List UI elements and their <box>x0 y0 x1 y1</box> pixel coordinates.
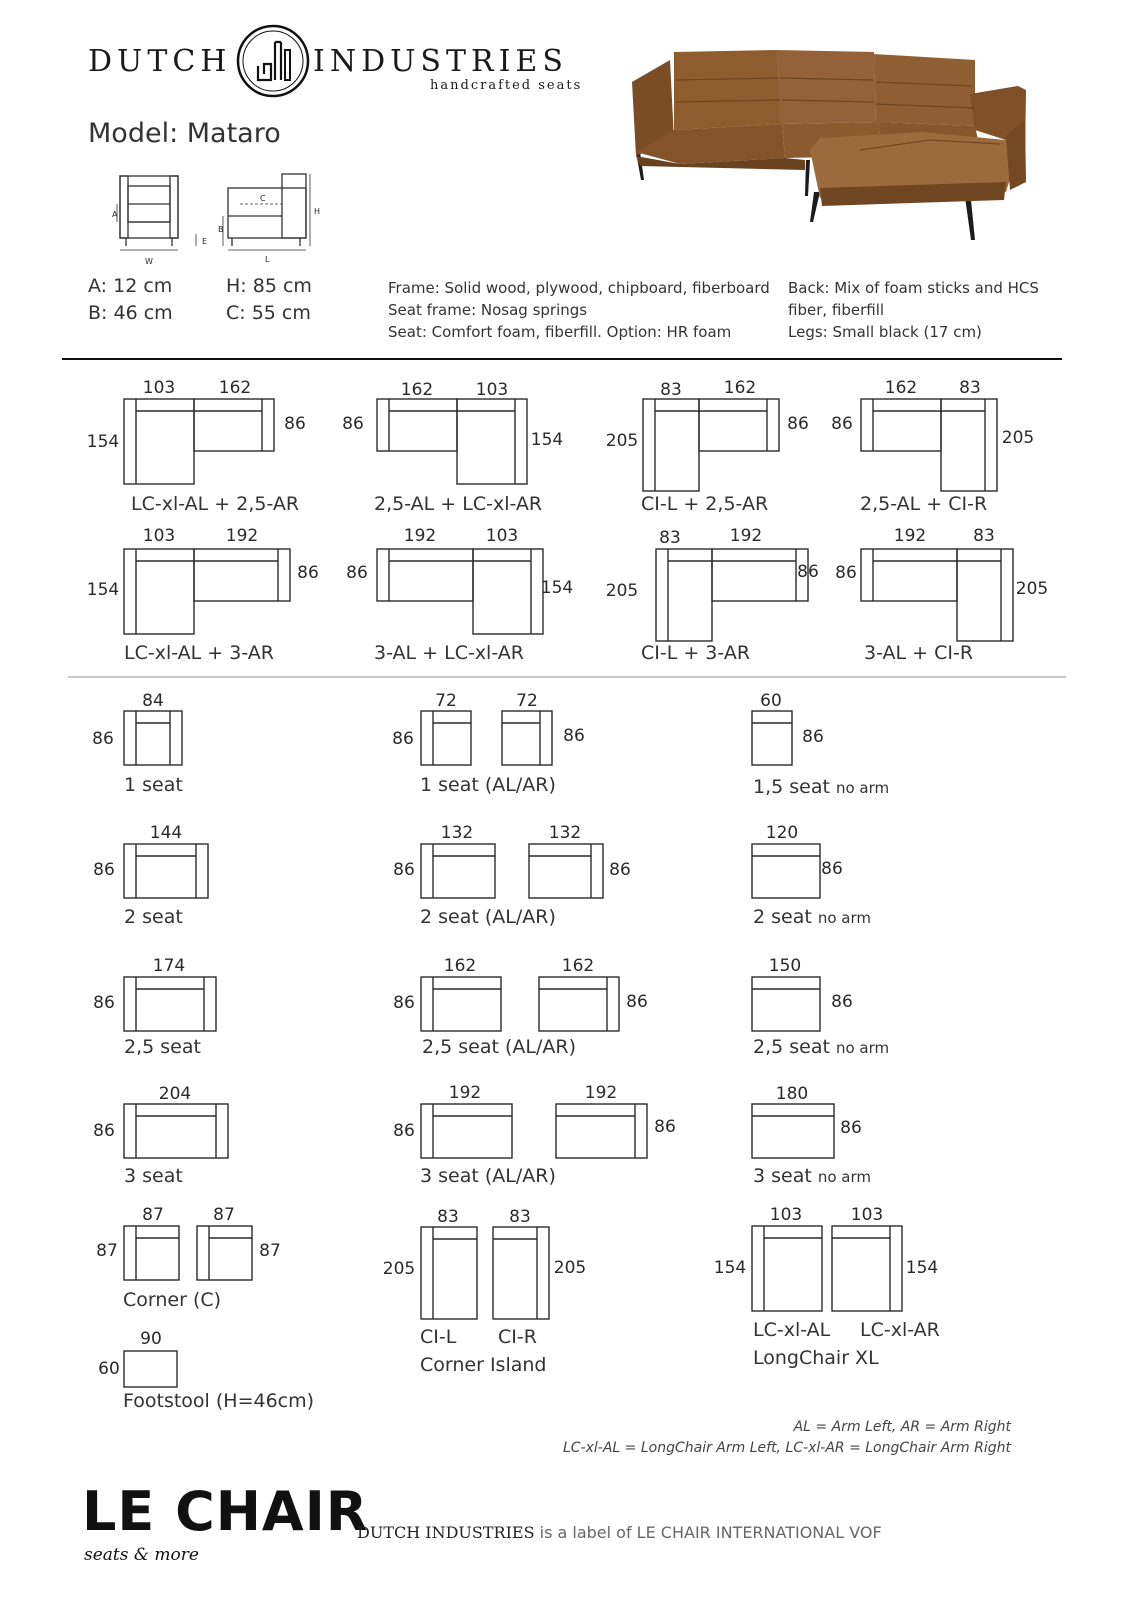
diagram-letter-l: L <box>265 255 270 264</box>
config-label-3: CI-L + 2,5-AR <box>641 493 769 515</box>
dimension-label: 154 <box>713 1258 747 1278</box>
spec-seat-frame: Seat frame: Nosag springs <box>388 301 588 319</box>
legend-line-1: AL = Arm Left, AR = Arm Right <box>793 1419 1011 1435</box>
label-corner: Corner (C) <box>123 1289 222 1311</box>
config-label-4: 2,5-AL + CI-R <box>860 493 988 515</box>
dim-a: A: 12 cm <box>88 275 173 297</box>
dimension-label: 205 <box>553 1258 587 1278</box>
label-25-seat-alar: 2,5 seat (AL/AR) <box>422 1036 576 1058</box>
label-corner-island: Corner Island <box>420 1354 547 1376</box>
dimension-label: 86 <box>392 729 414 749</box>
seat-module-no-arm <box>752 844 820 898</box>
seat-module-arm-left <box>421 1104 512 1158</box>
dimension-label: 205 <box>605 581 639 601</box>
longchair-right <box>457 399 527 484</box>
dimension-label: 132 <box>548 823 582 843</box>
config-label-2: 2,5-AL + LC-xl-AR <box>374 493 543 515</box>
dim-b: B: 46 cm <box>88 302 173 324</box>
spec-legs: Legs: Small black (17 cm) <box>788 323 982 341</box>
label-2-seat-alar: 2 seat (AL/AR) <box>420 906 556 928</box>
dimension-label: 86 <box>393 860 415 880</box>
dimension-label: 162 <box>723 378 757 398</box>
label-1-seat-alar: 1 seat (AL/AR) <box>420 774 556 796</box>
legend-line-2: LC-xl-AL = LongChair Arm Left, LC-xl-AR = LongChair Arm Right <box>563 1440 1011 1456</box>
dimension-label: 162 <box>400 380 434 400</box>
label-1-seat: 1 seat <box>124 774 183 796</box>
dimension-label: 83 <box>973 526 995 546</box>
dimension-label: 86 <box>346 563 368 583</box>
corner-island-right <box>493 1227 549 1319</box>
corner-island-right <box>957 549 1013 641</box>
dimension-label: 192 <box>893 526 927 546</box>
dimension-label: 192 <box>448 1083 482 1103</box>
brand-right: INDUSTRIES <box>313 44 568 79</box>
dimension-label: 205 <box>1015 579 1049 599</box>
dimension-label: 72 <box>435 691 457 711</box>
label-lc-ar: LC-xl-AR <box>860 1319 940 1341</box>
dimension-label: 205 <box>382 1259 416 1279</box>
label-25-seat: 2,5 seat <box>124 1036 201 1058</box>
dimension-label: 86 <box>563 726 585 746</box>
dimension-label: 192 <box>729 526 763 546</box>
dimension-label: 162 <box>218 378 252 398</box>
footstool <box>124 1351 177 1387</box>
dimension-label: 87 <box>213 1205 235 1225</box>
dimension-label: 86 <box>831 414 853 434</box>
dimension-label: 86 <box>802 727 824 747</box>
dimension-label: 86 <box>342 414 364 434</box>
dimension-label: 86 <box>654 1117 676 1137</box>
label-ci-r: CI-R <box>498 1326 537 1348</box>
dimension-label: 174 <box>152 956 186 976</box>
dimension-label: 205 <box>1001 428 1035 448</box>
corner-island-left <box>643 399 699 491</box>
dimension-label: 86 <box>92 729 114 749</box>
label-15-seat-noarm: 1,5 seat no arm <box>753 776 890 798</box>
longchair-left <box>124 549 194 634</box>
dimension-label: 162 <box>884 378 918 398</box>
spec-back-1: Back: Mix of foam sticks and HCS <box>788 279 1039 297</box>
config-label-8: 3-AL + CI-R <box>864 642 974 664</box>
dimension-label: 204 <box>158 1084 192 1104</box>
dimension-label: 87 <box>142 1205 164 1225</box>
corner-island-left <box>421 1227 477 1319</box>
spec-back-2: fiber, fiberfill <box>788 301 885 319</box>
longchair-left <box>124 399 194 484</box>
dimension-label: 86 <box>626 992 648 1012</box>
dimension-label: 154 <box>905 1258 939 1278</box>
footer-suffix: is a label of LE CHAIR INTERNATIONAL VOF <box>534 1523 882 1542</box>
dimension-label: 103 <box>142 526 176 546</box>
dim-c: C: 55 cm <box>226 302 311 324</box>
dimension-label: 86 <box>787 414 809 434</box>
dimension-label: 86 <box>93 860 115 880</box>
seat-module <box>124 977 216 1031</box>
dimension-label: 84 <box>142 691 164 711</box>
dimension-label: 132 <box>440 823 474 843</box>
config-label-1: LC-xl-AL + 2,5-AR <box>131 493 300 515</box>
seat-module-no-arm <box>752 711 792 765</box>
brand-left: DUTCH <box>88 44 232 79</box>
footer-brand: DUTCH INDUSTRIES <box>357 1523 535 1542</box>
dimension-label: 90 <box>140 1329 162 1349</box>
lechair-logo: LE CHAIR <box>82 1480 369 1543</box>
seat-module-no-arm <box>752 977 820 1031</box>
diagram-letter-w: W <box>145 257 153 266</box>
dimension-label: 60 <box>98 1359 120 1379</box>
dimension-label: 192 <box>584 1083 618 1103</box>
dimension-label: 120 <box>765 823 799 843</box>
dimension-label: 192 <box>225 526 259 546</box>
dimension-label: 144 <box>149 823 183 843</box>
dimension-label: 86 <box>835 563 857 583</box>
dimension-label: 154 <box>540 578 574 598</box>
label-footstool: Footstool (H=46cm) <box>123 1390 315 1412</box>
dim-h: H: 85 cm <box>226 275 312 297</box>
longchair-left <box>752 1226 822 1311</box>
lechair-logo-sub: seats & more <box>84 1545 199 1565</box>
dimension-label: 86 <box>797 562 819 582</box>
dimension-label: 103 <box>769 1205 803 1225</box>
dimension-label: 205 <box>605 431 639 451</box>
dimension-label: 154 <box>86 580 120 600</box>
dimension-label: 87 <box>96 1241 118 1261</box>
longchair-right <box>832 1226 902 1311</box>
dimension-label: 87 <box>259 1241 281 1261</box>
label-ci-l: CI-L <box>420 1326 457 1348</box>
dimension-label: 86 <box>821 859 843 879</box>
config-label-5: LC-xl-AL + 3-AR <box>124 642 274 664</box>
dimension-label: 162 <box>443 956 477 976</box>
spec-frame: Frame: Solid wood, plywood, chipboard, fiberboard <box>388 279 770 297</box>
diagram-letter-c: C <box>260 194 266 203</box>
corner-module <box>124 1226 179 1280</box>
dimension-label: 86 <box>297 563 319 583</box>
dimension-label: 192 <box>403 526 437 546</box>
model-title: Model: Mataro <box>88 118 281 149</box>
longchair-right <box>473 549 543 634</box>
dimension-label: 103 <box>485 526 519 546</box>
dimension-label: 86 <box>393 993 415 1013</box>
dimension-label: 83 <box>437 1207 459 1227</box>
seat-module-no-arm <box>752 1104 834 1158</box>
dimension-label: 162 <box>561 956 595 976</box>
footer-text <box>357 1523 882 1542</box>
diagram-letter-h: H <box>314 207 321 216</box>
seat-module-arm-left <box>861 549 957 601</box>
spec-seat: Seat: Comfort foam, fiberfill. Option: HR foam <box>388 323 732 341</box>
dimension-label: 154 <box>86 432 120 452</box>
label-25-seat-noarm: 2,5 seat no arm <box>753 1036 890 1058</box>
seat-module-arm-left <box>421 711 471 765</box>
config-label-7: CI-L + 3-AR <box>641 642 751 664</box>
dimension-label: 86 <box>284 414 306 434</box>
seat-module <box>124 1104 228 1158</box>
dimension-label: 86 <box>840 1118 862 1138</box>
label-lc-al: LC-xl-AL <box>753 1319 831 1341</box>
dimension-label: 103 <box>142 378 176 398</box>
corner-module <box>197 1226 252 1280</box>
label-3-seat-alar: 3 seat (AL/AR) <box>420 1165 556 1187</box>
dimension-label: 180 <box>775 1084 809 1104</box>
dimension-label: 103 <box>850 1205 884 1225</box>
dimension-label: 83 <box>959 378 981 398</box>
dimension-label: 86 <box>393 1121 415 1141</box>
dimension-label: 86 <box>831 992 853 1012</box>
label-2-seat-noarm: 2 seat no arm <box>753 906 872 928</box>
seat-module-arm-left <box>377 549 473 601</box>
corner-island-left <box>656 549 712 641</box>
seat-module-arm-right <box>712 549 808 601</box>
dimension-label: 154 <box>530 430 564 450</box>
diagram-letter-a: A <box>112 210 118 219</box>
seat-module <box>124 711 182 765</box>
config-label-6: 3-AL + LC-xl-AR <box>374 642 524 664</box>
label-3-seat: 3 seat <box>124 1165 183 1187</box>
dimension-label: 60 <box>760 691 782 711</box>
seat-module-arm-right <box>502 711 552 765</box>
corner-island-right <box>941 399 997 491</box>
legend <box>311 1417 1011 1459</box>
label-3-seat-noarm: 3 seat no arm <box>753 1165 872 1187</box>
brand-tagline: handcrafted seats <box>430 78 583 93</box>
dimension-label: 72 <box>516 691 538 711</box>
dimension-label: 83 <box>659 528 681 548</box>
diagram-letter-b: B <box>218 225 224 234</box>
dimension-label: 103 <box>475 380 509 400</box>
dimension-label: 86 <box>93 1121 115 1141</box>
seat-module-arm-left <box>421 844 495 898</box>
seat-module-arm-right <box>529 844 603 898</box>
dimension-label: 150 <box>768 956 802 976</box>
seat-module-arm-right <box>194 549 290 601</box>
label-longchair-xl: LongChair XL <box>753 1347 879 1369</box>
dimension-label: 83 <box>509 1207 531 1227</box>
diagram-letter-e: E <box>202 237 208 246</box>
dimension-label: 86 <box>93 993 115 1013</box>
label-2-seat: 2 seat <box>124 906 183 928</box>
dimension-label: 83 <box>660 380 682 400</box>
seat-module-arm-right <box>556 1104 647 1158</box>
dimension-label: 86 <box>609 860 631 880</box>
